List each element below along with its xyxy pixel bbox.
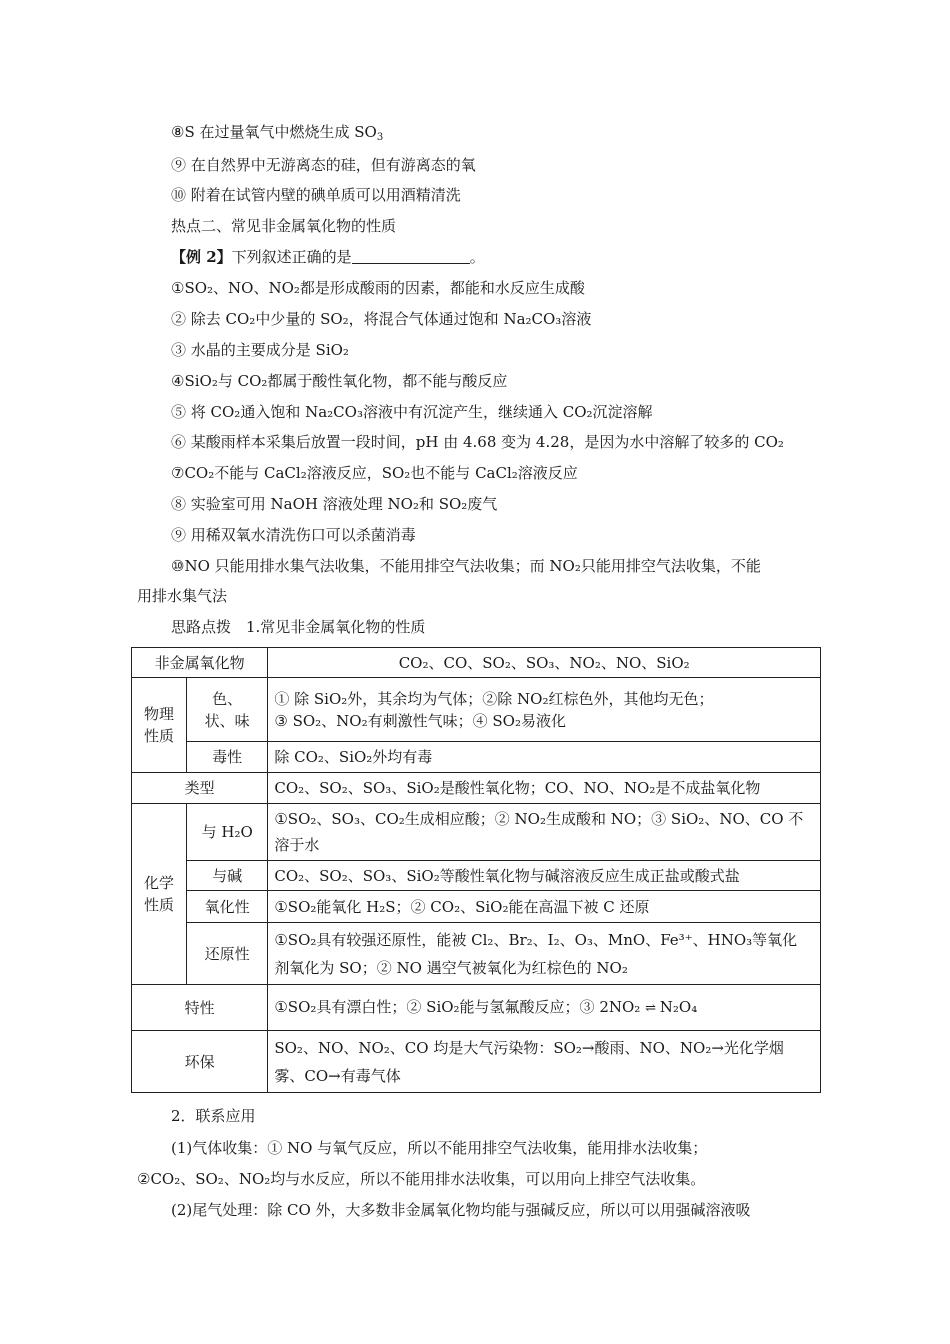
color-state-smell-label: 色、 状、味: [187, 678, 268, 742]
option-2: ② 除去 CO₂中少量的 SO₂，将混合气体通过饱和 Na₂CO₃溶液: [171, 310, 592, 328]
option-10: ⑩NO 只能用排水集气法收集，不能用排空气法收集；而 NO₂只能用排空气法收集，不能: [171, 557, 761, 575]
oxidizing-value: ①SO₂能氧化 H₂S；② CO₂、SiO₂能在高温下被 C 还原: [268, 891, 821, 923]
option-10-cont: 用排水集气法: [137, 587, 228, 605]
example-label: 【例 2】: [171, 248, 232, 266]
with-base-value: CO₂、SO₂、SO₃、SiO₂等酸性氧化物与碱溶液反应生成正盐或酸式盐: [268, 861, 821, 891]
with-water-value: ①SO₂、SO₃、CO₂生成相应酸；② NO₂生成酸和 NO；③ SiO₂、NO、CO 不溶于水: [268, 804, 821, 861]
physical-props-label: 物理 性质: [132, 678, 187, 773]
special-label: 特性: [132, 985, 268, 1031]
example-question: 【例 2】下列叙述正确的是 。: [171, 248, 485, 266]
toxicity-label: 毒性: [187, 742, 268, 773]
environment-label: 环保: [132, 1031, 268, 1093]
special-value: ①SO₂具有漂白性；② SiO₂能与氢氟酸反应；③ 2NO₂ ⇌ N₂O₄: [268, 985, 821, 1031]
application-heading: 2．联系应用: [171, 1107, 256, 1125]
toxicity-value: 除 CO₂、SiO₂外均有毒: [268, 742, 821, 773]
option-8: ⑧ 实验室可用 NaOH 溶液处理 NO₂和 SO₂废气: [171, 495, 498, 513]
environment-value: SO₂、NO、NO₂、CO 均是大气污染物：SO₂→酸雨、NO、NO₂→光化学烟 雾、CO→有毒气体: [268, 1031, 821, 1093]
reducing-label: 还原性: [187, 923, 268, 985]
option-9: ⑨ 用稀双氧水清洗伤口可以杀菌消毒: [171, 526, 416, 544]
with-water-label: 与 H₂O: [187, 804, 268, 861]
oxidizing-label: 氧化性: [187, 891, 268, 923]
line-item-9: ⑨ 在自然界中无游离态的硅，但有游离态的氧: [171, 156, 476, 174]
option-4: ④SiO₂与 CO₂都属于酸性氧化物，都不能与酸反应: [171, 372, 508, 390]
option-7: ⑦CO₂不能与 CaCl₂溶液反应，SO₂也不能与 CaCl₂溶液反应: [171, 464, 578, 482]
type-value: CO₂、SO₂、SO₃、SiO₂是酸性氧化物；CO、NO、NO₂是不成盐氧化物: [268, 773, 821, 804]
table-header-col1: 非金属氧化物: [132, 648, 268, 678]
option-6: ⑥ 某酸雨样本采集后放置一段时间，pH 由 4.68 变为 4.28，是因为水中溶解了较多的 CO₂: [171, 433, 784, 451]
exhaust-treatment-text: (2)尾气处理：除 CO 外，大多数非金属氧化物均能与强碱反应，所以可以用强碱溶液吸: [171, 1201, 751, 1219]
oxide-properties-table: [131, 647, 821, 1093]
table-header-col2: CO₂、CO、SO₂、SO₃、NO₂、NO、SiO₂: [268, 648, 821, 678]
with-base-label: 与碱: [187, 861, 268, 891]
color-state-smell-value: ① 除 SiO₂外，其余均为气体；②除 NO₂红棕色外，其他均无色； ③ SO₂、NO₂有刺激性气味；④ SO₂易液化: [268, 678, 821, 742]
line-item-10: ⑩ 附着在试管内壁的碘单质可以用酒精清洗: [171, 186, 461, 204]
equilibrium-arrow-icon: ⇌: [645, 1000, 655, 1016]
line-item-8: ⑧S 在过量氧气中燃烧生成 $SO_3$: [171, 123, 384, 143]
hint-heading: 思路点拨 1.常见非金属氧化物的性质: [171, 618, 426, 636]
answer-blank: [352, 249, 470, 264]
type-label: 类型: [132, 773, 268, 804]
option-5: ⑤ 将 CO₂通入饱和 Na₂CO₃溶液中有沉淀产生，继续通入 CO₂沉淀溶解: [171, 403, 653, 421]
chemical-props-label: 化学 性质: [132, 804, 187, 985]
option-3: ③ 水晶的主要成分是 SiO₂: [171, 341, 349, 359]
gas-collection-text-cont: ②CO₂、SO₂、NO₂均与水反应，所以不能用排水法收集，可以用向上排空气法收集。: [137, 1170, 706, 1188]
section-heading: 热点二、常见非金属氧化物的性质: [171, 217, 397, 235]
reducing-value: ①SO₂具有较强还原性，能被 Cl₂、Br₂、I₂、O₃、MnO、Fe³⁺、HNO₃等氧化 剂氧化为 SO；② NO 遇空气被氧化为红棕色的 NO₂: [268, 923, 821, 985]
gas-collection-text: (1)气体收集：① NO 与氧气反应，所以不能用排空气法收集，能用排水法收集；: [171, 1139, 708, 1157]
option-1: ①SO₂、NO、NO₂都是形成酸雨的因素，都能和水反应生成酸: [171, 279, 585, 297]
